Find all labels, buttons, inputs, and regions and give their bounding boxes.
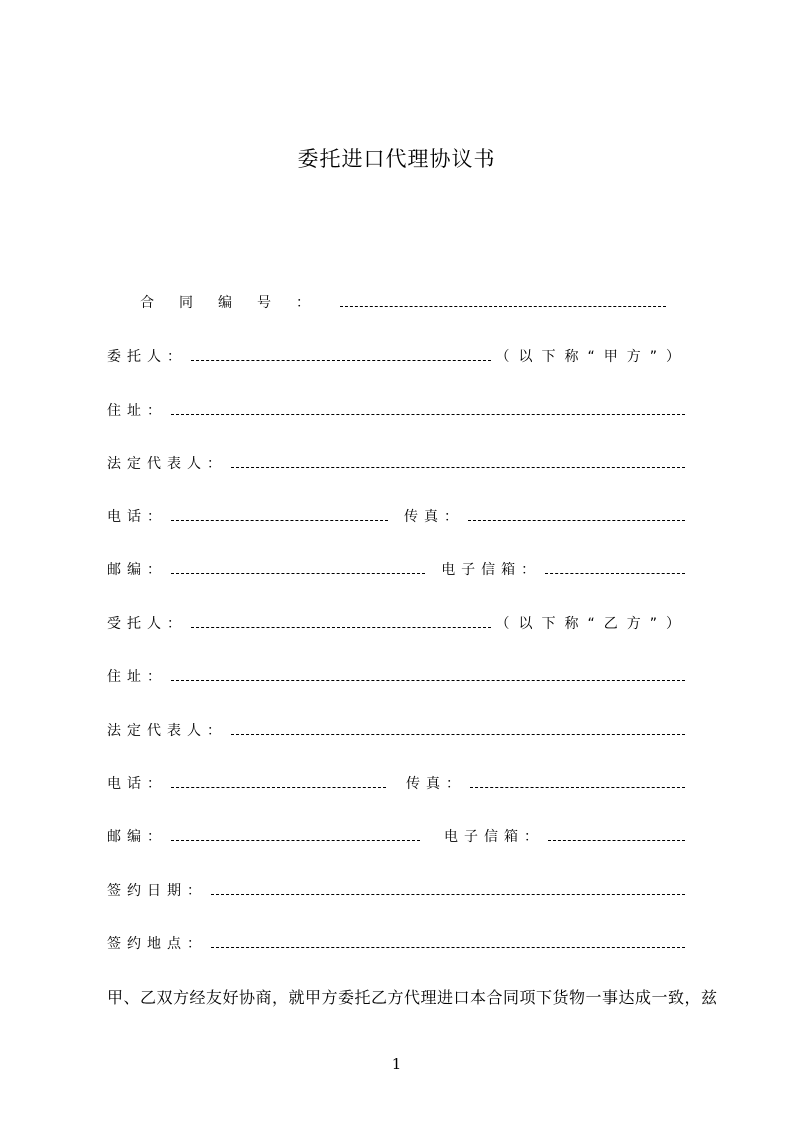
party-b-suffix: （以下称“乙方”）	[495, 616, 689, 632]
contract-number-label-char: ：	[296, 295, 310, 311]
party-a-phone-label: 电话：	[107, 509, 167, 525]
party-a-phone-field[interactable]	[171, 520, 388, 521]
party-b-entrust-row	[107, 609, 689, 633]
contract-number-field[interactable]	[340, 306, 666, 307]
party-b-entrust-field[interactable]	[191, 627, 491, 628]
sign-place-row	[107, 929, 689, 953]
party-b-rep-row	[107, 716, 689, 740]
party-b-phone-field[interactable]	[171, 787, 386, 788]
party-a-address-label: 住址：	[107, 403, 167, 419]
party-a-email-field[interactable]	[545, 573, 685, 574]
sign-place-field[interactable]	[211, 947, 685, 948]
sign-date-field[interactable]	[211, 894, 685, 895]
party-a-entrust-row	[107, 342, 689, 366]
sign-date-row	[107, 876, 689, 900]
party-b-postcode-row	[107, 822, 689, 846]
contract-number-row	[140, 288, 670, 312]
party-a-fax-field[interactable]	[468, 520, 685, 521]
party-a-rep-label: 法定代表人：	[107, 456, 227, 472]
party-b-address-row	[107, 662, 689, 686]
party-b-address-field[interactable]	[171, 680, 685, 681]
party-b-email-label: 电子信箱：	[444, 829, 545, 845]
party-a-postcode-field[interactable]	[171, 573, 425, 574]
party-b-fax-label: 传真：	[406, 776, 466, 792]
contract-number-label	[140, 292, 310, 312]
party-b-fax-field[interactable]	[470, 787, 685, 788]
page-number: 1	[391, 1055, 402, 1073]
party-b-rep-label: 法定代表人：	[107, 723, 227, 739]
contract-number-label-char: 号	[257, 295, 271, 311]
document-title: 委托进口代理协议书	[297, 147, 496, 171]
sign-date-label: 签约日期：	[107, 883, 207, 899]
party-b-phone-row	[107, 769, 689, 793]
party-b-postcode-label: 邮编：	[107, 829, 167, 845]
sign-place-label: 签约地点：	[107, 936, 207, 952]
party-b-rep-field[interactable]	[231, 734, 685, 735]
party-a-email-label: 电子信箱：	[441, 562, 542, 578]
party-b-entrust-label: 受托人：	[107, 616, 187, 632]
party-a-address-row	[107, 396, 689, 420]
contract-number-label-char: 同	[179, 295, 193, 311]
party-b-phone-label: 电话：	[107, 776, 167, 792]
party-a-postcode-row	[107, 555, 689, 579]
intro-paragraph: 甲、乙双方经友好协商，就甲方委托乙方代理进口本合同项下货物一事达成一致，兹	[107, 988, 718, 1007]
party-a-suffix: （以下称“甲方”）	[495, 349, 689, 365]
party-b-address-label: 住址：	[107, 669, 167, 685]
party-a-entrust-label: 委托人：	[107, 349, 187, 365]
party-a-entrust-field[interactable]	[191, 360, 491, 361]
party-a-address-field[interactable]	[171, 414, 685, 415]
contract-number-label-char: 编	[218, 295, 232, 311]
party-a-rep-row	[107, 449, 689, 473]
party-b-email-field[interactable]	[548, 840, 685, 841]
party-b-postcode-field[interactable]	[171, 840, 420, 841]
contract-number-label-char: 合	[140, 295, 154, 311]
party-a-fax-label: 传真：	[404, 509, 464, 525]
party-a-rep-field[interactable]	[231, 467, 685, 468]
party-a-postcode-label: 邮编：	[107, 562, 167, 578]
party-a-phone-row	[107, 502, 689, 526]
